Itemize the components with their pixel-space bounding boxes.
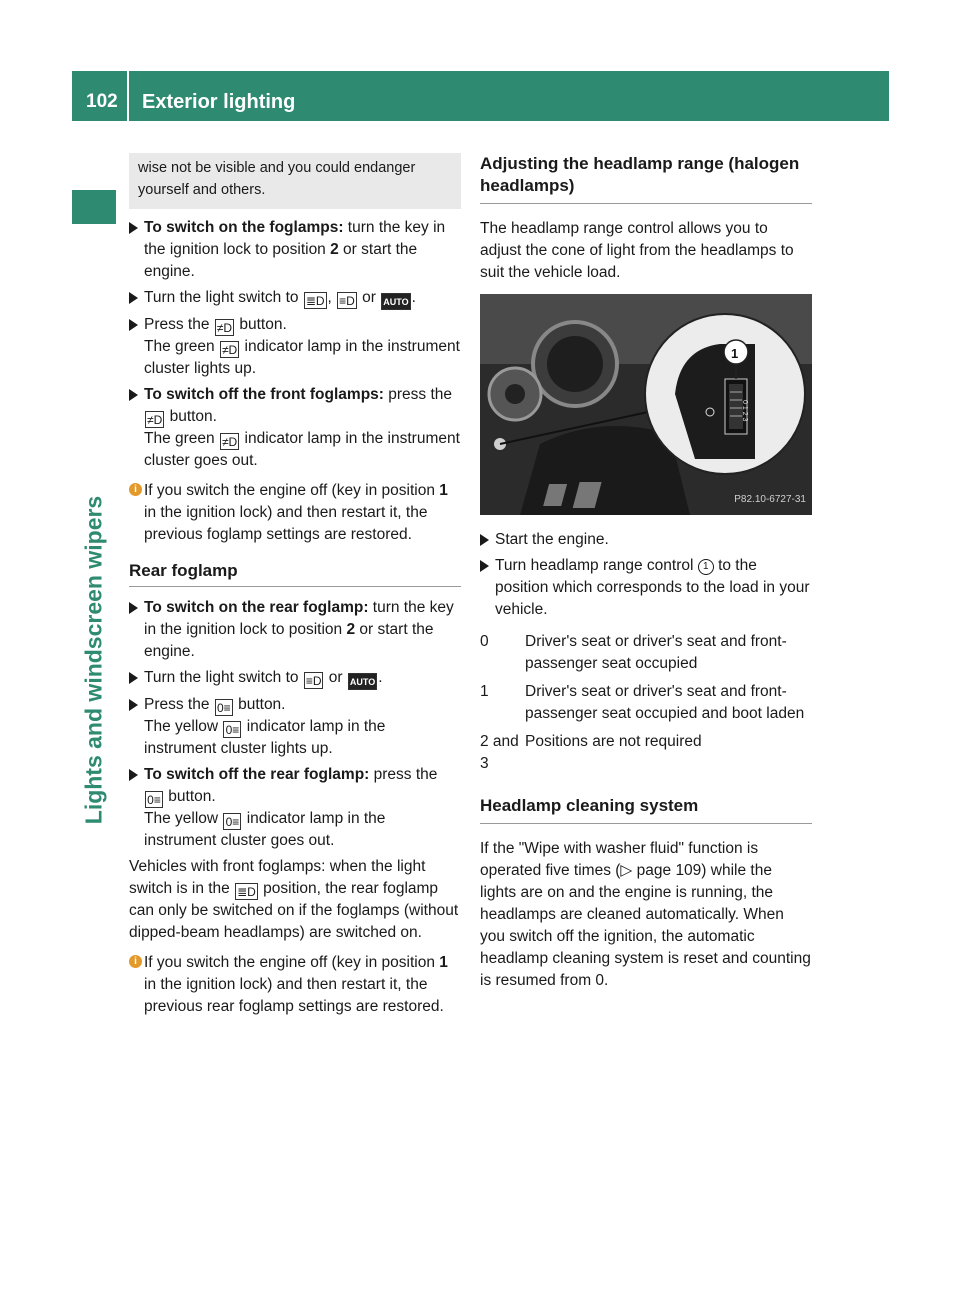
- section-title: Exterior lighting: [142, 91, 296, 113]
- step-turn-range-control: Turn headlamp range control 1 to the position which corresponds to the load in your vehicle.: [480, 555, 812, 621]
- position-key: 1: [480, 683, 489, 700]
- step-switch-on-foglamps: To switch on the foglamps: turn the key in the ignition lock to position 2 or start the engine.: [129, 217, 461, 283]
- info-icon: i: [129, 955, 142, 968]
- photo-callout-1: 1: [731, 346, 739, 361]
- position-row: [480, 731, 812, 775]
- step-arrow-icon: [480, 560, 489, 572]
- step-arrow-icon: [129, 292, 138, 304]
- side-tab-marker: [72, 190, 116, 224]
- step-turn-light-switch: Turn the light switch to ≣D , ≡D or AUTO .: [129, 287, 461, 310]
- rear-foglamp-symbol-icon: 0≡: [223, 813, 241, 830]
- step-arrow-icon: [129, 699, 138, 711]
- position-description: Driver's seat or driver's seat and front-passenger seat occupied and boot laden: [525, 683, 805, 722]
- step-arrow-icon: [129, 222, 138, 234]
- step-arrow-icon: [480, 534, 489, 546]
- step-start-engine: Start the engine.: [480, 529, 812, 551]
- dashboard-illustration: [480, 294, 812, 515]
- position-row: [480, 681, 812, 725]
- auto-symbol-icon: AUTO: [381, 293, 410, 310]
- headlamp-cleaning-heading: Headlamp cleaning system: [480, 795, 812, 824]
- info-note: i If you switch the engine off (key in position 1 in the ignition lock) and then restart it, the previous foglamp settings are restored.: [129, 480, 461, 546]
- step-switch-on-rear-foglamp: To switch on the rear foglamp: turn the key in the ignition lock to position 2 or start the engine.: [129, 597, 461, 663]
- headlamp-range-heading: Adjusting the headlamp range (halogen headlamps): [480, 153, 812, 204]
- right-column: [480, 153, 812, 998]
- parking-lamp-symbol-icon: ≣D: [237, 885, 256, 899]
- step-arrow-icon: [129, 389, 138, 401]
- dashboard-photo: [480, 294, 812, 515]
- step-press-fog-button: Press the ≠D button. The green ≠D indicator lamp in the instrument cluster lights up.: [129, 314, 461, 380]
- step-arrow-icon: [129, 672, 138, 684]
- left-column: [129, 153, 461, 1026]
- front-foglamp-paragraph: Vehicles with front foglamps: when the light switch is in the ≣D position, the rear foglamp can only be switched on if the foglamps (without dipped-beam headlamps) are switched on.: [129, 858, 459, 941]
- info-icon: i: [129, 483, 142, 496]
- callout-1-icon: 1: [698, 559, 714, 575]
- front-foglamp-symbol-icon: ≠D: [221, 435, 238, 449]
- step-arrow-icon: [129, 769, 138, 781]
- position-description: Positions are not required: [525, 733, 702, 750]
- parking-lamp-symbol-icon: ≣D: [305, 294, 325, 308]
- page-number: 102: [86, 91, 118, 112]
- step-turn-light-switch-rear: Turn the light switch to ≡D or AUTO .: [129, 667, 461, 690]
- step-switch-off-foglamps: To switch off the front foglamps: press the ≠D button. The green ≠D indicator lamp in the instrument cluster goes out.: [129, 384, 461, 472]
- position-key: 0: [480, 633, 489, 650]
- front-foglamp-symbol-icon: ≠D: [221, 343, 238, 357]
- front-foglamp-symbol-icon: ≠D: [147, 413, 163, 427]
- rear-foglamp-heading: Rear foglamp: [129, 560, 461, 587]
- step-arrow-icon: [129, 602, 138, 614]
- rear-foglamp-symbol-icon: 0≡: [215, 699, 233, 716]
- info-note: i If you switch the engine off (key in position 1 in the ignition lock) and then restart it, the previous rear foglamp settings are restored.: [129, 952, 461, 1018]
- auto-symbol-icon: AUTO: [348, 673, 377, 690]
- front-foglamp-symbol-icon: ≠D: [216, 321, 233, 335]
- dipped-beam-symbol-icon: ≡D: [305, 674, 322, 688]
- step-press-rear-fog-button: Press the 0≡ button. The yellow 0≡ indicator lamp in the instrument cluster lights up.: [129, 694, 461, 760]
- position-key: 2 and 3: [480, 733, 519, 772]
- dipped-beam-symbol-icon: ≡D: [339, 294, 355, 308]
- photo-code: P82.10-6727-31: [734, 494, 806, 505]
- position-row: [480, 631, 812, 675]
- rear-foglamp-symbol-icon: 0≡: [223, 721, 241, 738]
- step-arrow-icon: [129, 319, 138, 331]
- rear-foglamp-symbol-icon: 0≡: [145, 791, 163, 808]
- side-tab-label: Lights and windscreen wipers: [80, 495, 107, 825]
- position-description: Driver's seat or driver's seat and front-passenger seat occupied: [525, 633, 787, 672]
- headlamp-range-intro: The headlamp range control allows you to adjust the cone of light from the headlamps to suit the vehicle load.: [480, 220, 794, 281]
- photo-scale-label: 0 1 2 3: [741, 400, 748, 422]
- warning-box: wise not be visible and you could endanger yourself and others.: [129, 153, 461, 209]
- header-divider: [127, 71, 129, 121]
- headlamp-cleaning-text: If the "Wipe with washer fluid" function is operated five times (▷ page 109) while the lights are on and the engine is running, the headlamps are cleaned automatically. When you switch off the ignition, the automatic headlamp cleaning system is reset and counting is resumed from 0.: [480, 840, 811, 989]
- step-switch-off-rear-foglamp: To switch off the rear foglamp: press the 0≡ button. The yellow 0≡ indicator lamp in the instrument cluster goes out.: [129, 764, 461, 852]
- header-bar: [72, 71, 889, 121]
